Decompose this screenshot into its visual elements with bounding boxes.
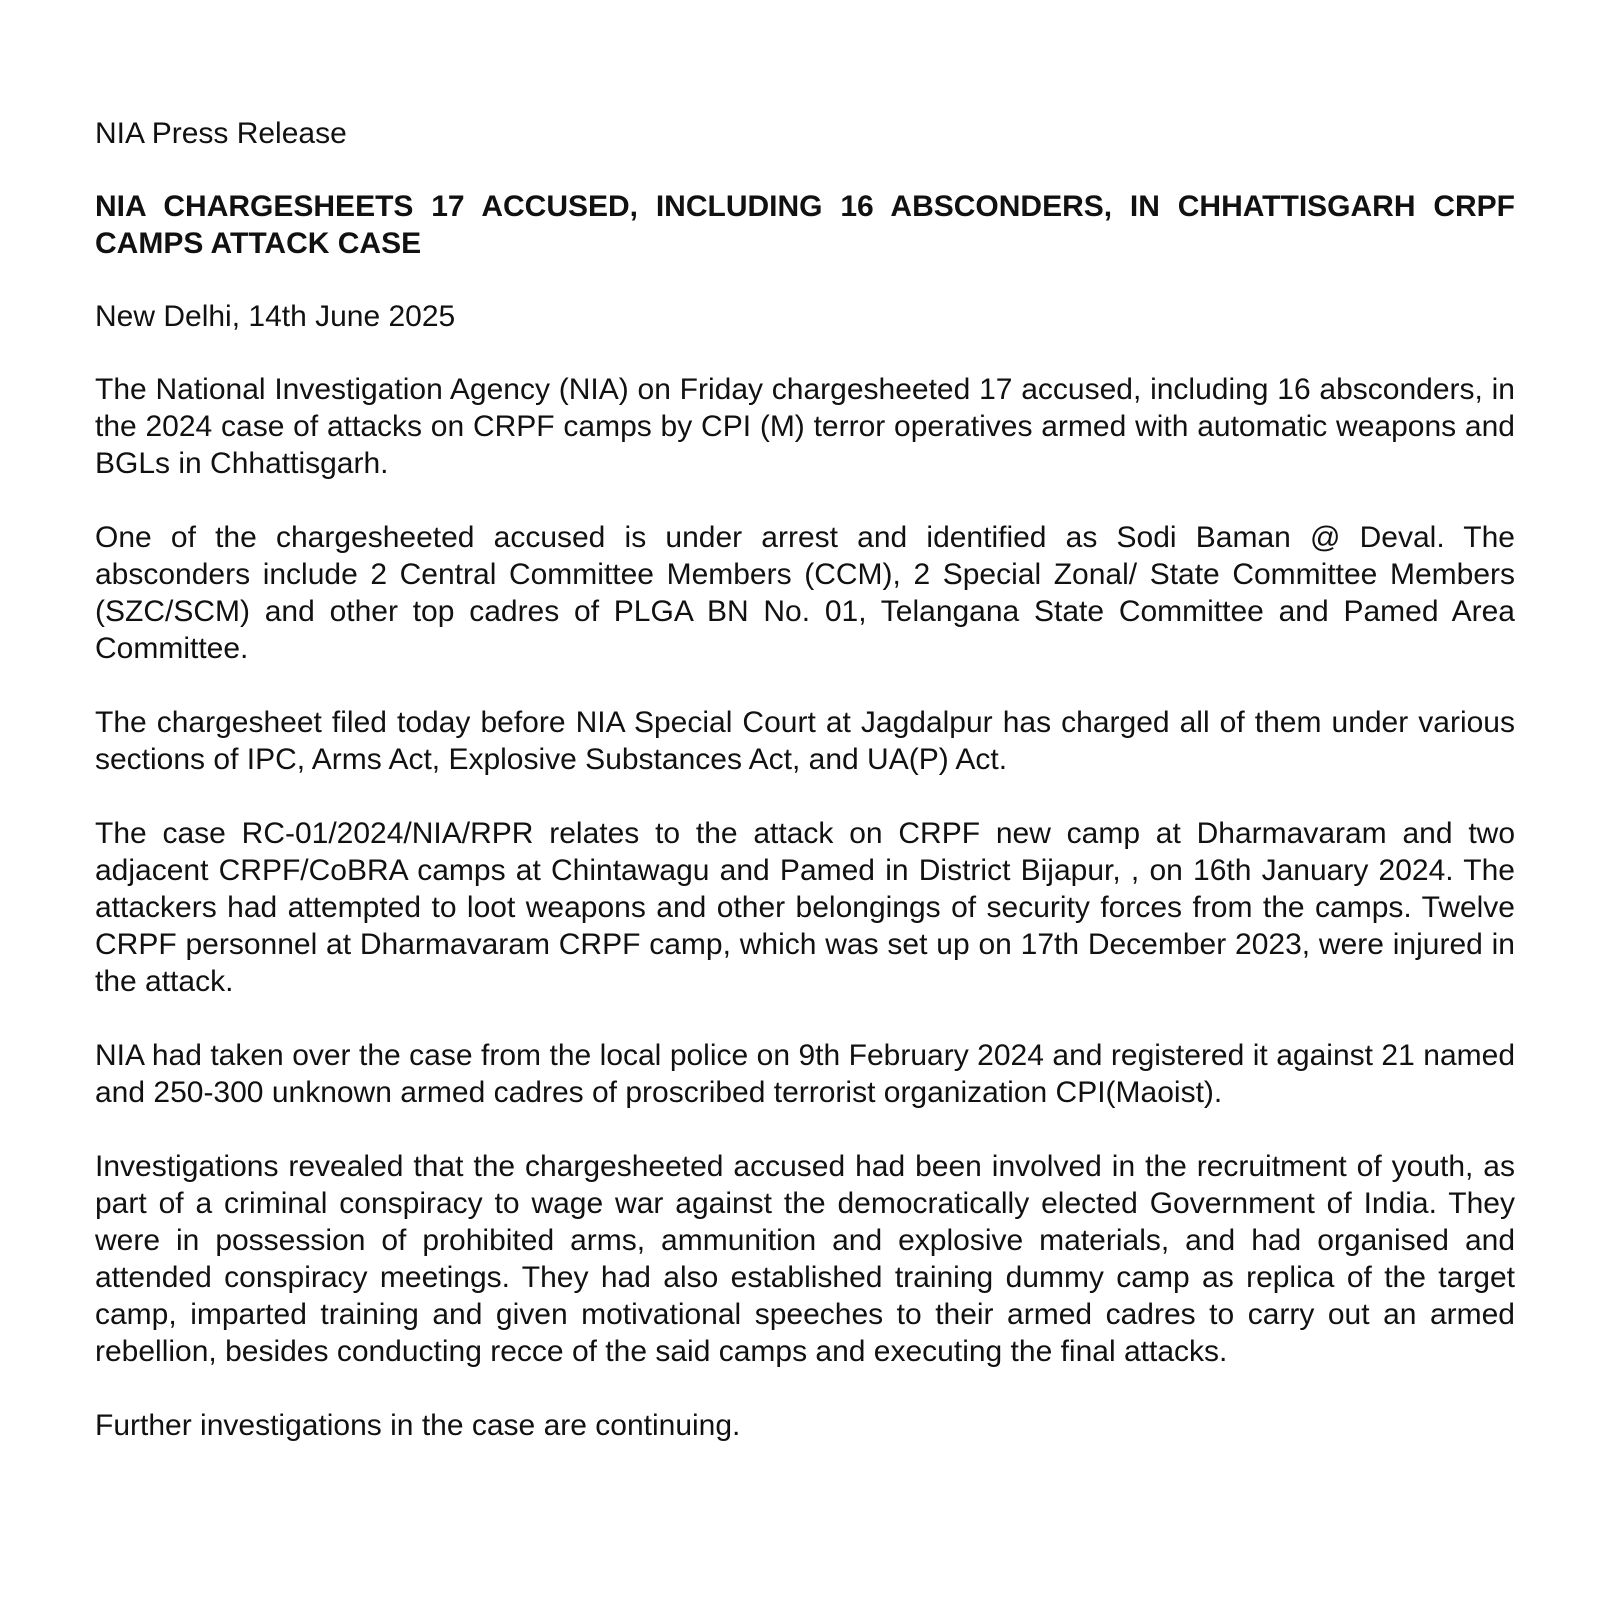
dateline: New Delhi, 14th June 2025 bbox=[95, 300, 456, 333]
paragraph-investigation-findings: Investigations revealed that the chargesheeted accused had been involved in the recruitment of youth, as part of a criminal conspiracy to wage war against the democratically elected Government of India. They were in possession of prohibited arms, ammunition and explosive materials, and had organised and attended conspiracy meetings. They had also established training dummy camp as replica of the target camp, imparted training and given motivational speeches to their armed cadres to carry out an armed rebellion, besides conducting recce of the said camps and executing the final attacks. bbox=[95, 1150, 1515, 1368]
paragraph-further-investigation: Further investigations in the case are continuing. bbox=[95, 1409, 741, 1442]
document-label: NIA Press Release bbox=[95, 117, 347, 150]
paragraph-chargesheet-summary: The National Investigation Agency (NIA) on Friday chargesheeted 17 accused, including 16 absconders, in the 2024 case of attacks on CRPF camps by CPI (M) terror operatives armed with automatic weapons and BGLs in Chhattisgarh. bbox=[95, 373, 1515, 480]
paragraph-case-background: The case RC-01/2024/NIA/RPR relates to the attack on CRPF new camp at Dharmavaram and two adjacent CRPF/CoBRA camps at Chintawagu and Pamed in District Bijapur, , on 16th January 2024. The attackers had attempted to loot weapons and other belongings of security forces from the camps. Twelve CRPF personnel at Dharmavaram CRPF camp, which was set up on 17th December 2023, were injured in the attack. bbox=[95, 817, 1515, 998]
paragraph-charges: The chargesheet filed today before NIA Special Court at Jagdalpur has charged all of them under various sections of IPC, Arms Act, Explosive Substances Act, and UA(P) Act. bbox=[95, 706, 1515, 776]
paragraph-accused-details: One of the chargesheeted accused is under arrest and identified as Sodi Baman @ Deval. The absconders include 2 Central Committee Members (CCM), 2 Special Zonal/ State Committee Members (SZC/SCM) and other top cadres of PLGA BN No. 01, Telangana State Committee and Pamed Area Committee. bbox=[95, 521, 1515, 665]
paragraph-case-takeover: NIA had taken over the case from the local police on 9th February 2024 and registered it against 21 named and 250-300 unknown armed cadres of proscribed terrorist organization CPI(Maoist). bbox=[95, 1039, 1515, 1109]
headline: NIA CHARGESHEETS 17 ACCUSED, INCLUDING 16 ABSCONDERS, IN CHHATTISGARH CRPF CAMPS ATTACK CASE bbox=[95, 190, 1515, 260]
press-release-document bbox=[95, 115, 1515, 1481]
